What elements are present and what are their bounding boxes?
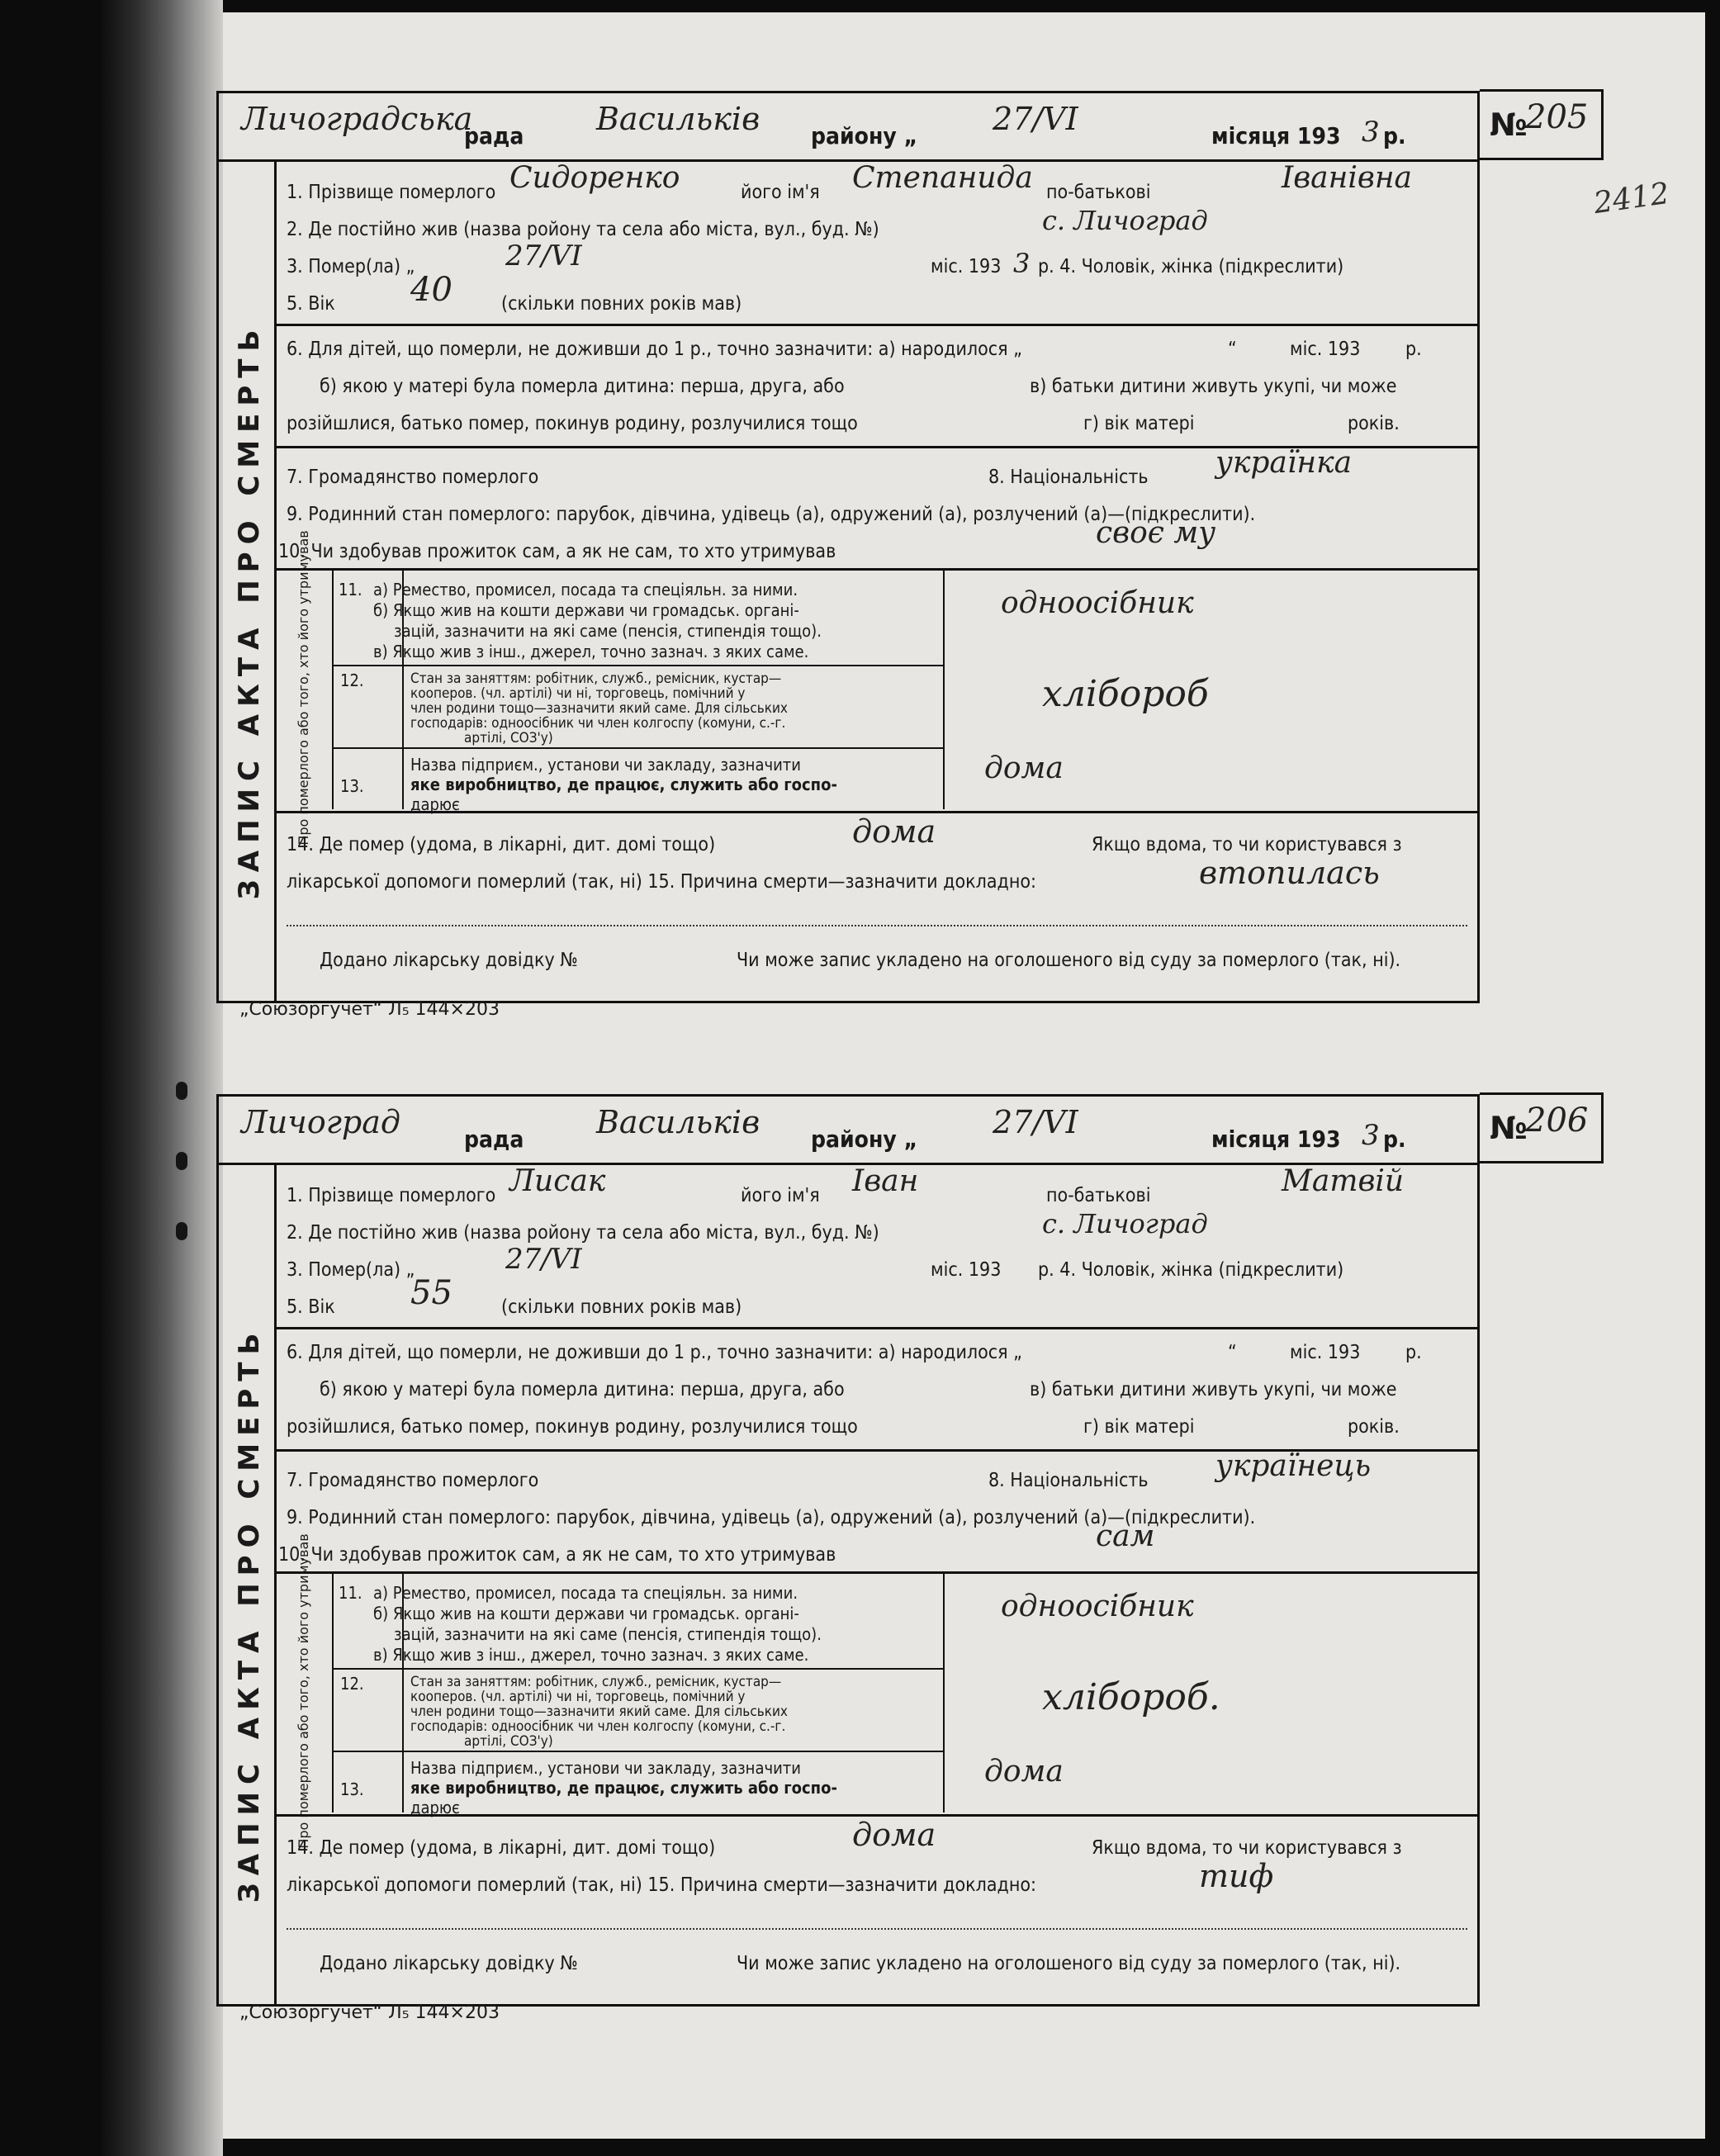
years-label: років. xyxy=(1348,413,1400,434)
district-value: Васильків xyxy=(596,1104,760,1140)
dotted-line xyxy=(287,925,1467,926)
district-value: Васильків xyxy=(596,101,760,137)
name-label: його ім'я xyxy=(741,182,820,203)
nationality-value: українець xyxy=(1215,1449,1372,1483)
citizenship-label: 7. Громадянство померлого xyxy=(287,1470,539,1491)
child-month-year-label: міс. 193 xyxy=(1290,339,1361,360)
workplace-value: дома xyxy=(984,1755,1064,1789)
death-place-label: 14. Де помер (удома, в лікарні, дит. домі тощо) xyxy=(287,1837,716,1859)
dotted-line xyxy=(287,1928,1467,1930)
subtable-hline xyxy=(332,1751,943,1752)
marital-status-label: 9. Родинний стан померлого: парубок, дівчина, удівець (а), одружений (а), розлучений (а)—(підкреслити). xyxy=(287,504,1256,525)
death-place-value: дома xyxy=(852,1817,936,1853)
q11a-text: а) Ремество, промисел, посада та спеціяльн. за ними. xyxy=(373,580,798,599)
age-label: 5. Вік xyxy=(287,1296,335,1318)
support-value: своє му xyxy=(1096,516,1216,550)
name-value: Степанида xyxy=(852,161,1033,195)
death-date-value: 27/VI xyxy=(505,239,582,272)
child-r-label: р. xyxy=(1405,1342,1422,1363)
side-note: 2412 xyxy=(1591,176,1672,221)
support-label: 10. Чи здобував прожиток сам, а як не сам, то хто утримував xyxy=(278,1544,836,1566)
patronymic-label: по-батькові xyxy=(1046,182,1151,203)
rada-label: рада xyxy=(464,1125,524,1153)
q12-text-4: господарів: одноосібник чи член колгоспу (комуни, с.-г. xyxy=(410,1718,786,1735)
cause-label: лікарської допомоги померлий (так, ні) 15. Причина смерти—зазначити докладно: xyxy=(287,871,1036,893)
patronymic-value: Іванівна xyxy=(1282,161,1412,195)
surname-value: Сидоренко xyxy=(509,161,680,195)
q12-number: 12. xyxy=(340,1674,364,1694)
year-digit-value: 3 xyxy=(1362,1119,1380,1152)
mother-age-label: г) вік матері xyxy=(1083,413,1195,434)
marital-status-label: 9. Родинний стан померлого: парубок, дівчина, удівець (а), одружений (а), розлучений (а)—(підкреслити). xyxy=(287,1507,1256,1528)
record-number-value: 205 xyxy=(1525,98,1589,136)
death-date-value: 27/VI xyxy=(505,1243,582,1276)
q11b-text: б) Якщо жив на кошти держави чи громадськ. органі- xyxy=(373,1604,799,1623)
parents-label: в) батьки дитини живуть укупі, чи може xyxy=(1030,376,1397,397)
vertical-divider xyxy=(274,1165,277,2007)
cause-label: лікарської допомоги померлий (так, ні) 15. Причина смерти—зазначити докладно: xyxy=(287,1874,1036,1896)
r-label: р. xyxy=(1383,1125,1406,1153)
raion-label: району „ xyxy=(811,122,918,149)
q13-text-1: Назва підприєм., установи чи закладу, зазначити xyxy=(410,755,801,775)
nationality-label: 8. Національність xyxy=(988,467,1149,488)
surname-label: 1. Прізвище померлого xyxy=(287,182,496,203)
q12-number: 12. xyxy=(340,670,364,690)
residence-value: с. Личоград xyxy=(1042,1208,1208,1239)
q11b-text: б) Якщо жив на кошти держави чи громадськ. органі- xyxy=(373,600,799,620)
parents-status-label: розійшлися, батько помер, покинув родину, розлучилися тощо xyxy=(287,413,858,434)
q12-text-1: Стан за заняттям: робітник, служб., ремісник, кустар— xyxy=(410,1674,782,1690)
record-number-value: 206 xyxy=(1525,1102,1589,1140)
q13-text-1: Назва підприєм., установи чи закладу, зазначити xyxy=(410,1758,801,1778)
rada-label: рада xyxy=(464,122,524,149)
patronymic-value: Матвій xyxy=(1282,1164,1405,1198)
q12-text-4: господарів: одноосібник чи член колгоспу (комуни, с.-г. xyxy=(410,715,786,732)
nationality-value: українка xyxy=(1215,446,1353,480)
q12-text-1: Стан за заняттям: робітник, служб., ремісник, кустар— xyxy=(410,670,782,687)
death-month-year-label: міс. 193 xyxy=(931,1259,1002,1281)
death-month-year-label: міс. 193 xyxy=(931,256,1002,277)
month-year-label: місяця 193 xyxy=(1211,1125,1341,1153)
years-label: років. xyxy=(1348,1416,1400,1438)
cause-value: втопилась xyxy=(1199,855,1380,891)
record-number-cell xyxy=(1480,89,1604,160)
selrada-value: Личоградська xyxy=(241,101,473,137)
surname-label: 1. Прізвище померлого xyxy=(287,1185,496,1206)
punch-hole xyxy=(176,1222,187,1240)
form-footer: „Союзоргучет“ Л₅ 144×203 xyxy=(239,999,500,1020)
q11b-text-2: зацій, зазначити на які саме (пенсія, стипендія тощо). xyxy=(394,621,822,641)
q12-text-3: член родини тощо—зазначити який саме. Для сільських xyxy=(410,1703,788,1720)
sex-label: р. 4. Чоловік, жінка (підкреслити) xyxy=(1038,256,1344,277)
vertical-title: ЗАПИС АКТА ПРО СМЕРТЬ xyxy=(233,322,266,900)
occupation-value: одноосібник xyxy=(1001,586,1194,620)
binding-shadow xyxy=(99,0,223,2156)
patronymic-label: по-батькові xyxy=(1046,1185,1151,1206)
record-header xyxy=(216,91,1480,162)
subtable-vline xyxy=(332,570,334,809)
q12-text-5: артілі, СОЗ'у) xyxy=(464,1733,553,1750)
subtable-vline xyxy=(943,1573,945,1812)
support-label: 10. Чи здобував прожиток сам, а як не сам, то хто утримував xyxy=(278,541,836,562)
vertical-divider xyxy=(274,162,277,1003)
record-header xyxy=(216,1094,1480,1165)
residence-label: 2. Де постійно жив (назва ройону та села або міста, вул., буд. №) xyxy=(287,1222,879,1244)
punch-hole xyxy=(176,1152,187,1170)
q11a-text: а) Ремество, промисел, посада та спеціяльн. за ними. xyxy=(373,1583,798,1603)
certificate-label: Додано лікарську довідку № xyxy=(320,1953,578,1974)
year-digit-value: 3 xyxy=(1362,116,1380,149)
support-value: сам xyxy=(1096,1519,1155,1553)
raion-label: району „ xyxy=(811,1125,918,1153)
section-divider xyxy=(274,324,1480,326)
form-footer: „Союзоргучет“ Л₅ 144×203 xyxy=(239,2002,500,2023)
q13-text-2: яке виробництво, де працює, служить або госпо- xyxy=(410,1778,837,1798)
certificate-label: Додано лікарську довідку № xyxy=(320,950,578,971)
name-value: Іван xyxy=(852,1164,919,1198)
q11-number: 11. xyxy=(339,580,362,599)
nationality-label: 8. Національність xyxy=(988,1470,1149,1491)
section-divider xyxy=(274,1571,1480,1574)
r-label: р. xyxy=(1383,122,1406,149)
medical-help-label: Якщо вдома, то чи користувався з xyxy=(1092,1837,1402,1859)
q11c-text: в) Якщо жив з інш., джерел, точно зазнач. з яких саме. xyxy=(373,642,809,661)
child-quote: “ xyxy=(1228,339,1237,360)
occupation-value: одноосібник xyxy=(1001,1590,1194,1623)
parents-status-label: розійшлися, батько помер, покинув родину, розлучилися тощо xyxy=(287,1416,858,1438)
header-date-value: 27/VI xyxy=(993,101,1078,137)
age-value: 55 xyxy=(410,1274,453,1312)
cause-value: тиф xyxy=(1199,1858,1274,1894)
status-value: хлібороб xyxy=(1042,673,1209,715)
number-label: № xyxy=(1490,1110,1528,1146)
residence-value: с. Личоград xyxy=(1042,205,1208,236)
header-date-value: 27/VI xyxy=(993,1104,1078,1140)
q13-number: 13. xyxy=(340,776,364,796)
record-number-cell xyxy=(1480,1092,1604,1163)
child-order-label: б) якою у матері була померла дитина: перша, друга, або xyxy=(320,376,845,397)
medical-help-label: Якщо вдома, то чи користувався з xyxy=(1092,834,1402,855)
death-place-label: 14. Де помер (удома, в лікарні, дит. домі тощо) xyxy=(287,834,716,855)
subtable-hline xyxy=(332,1668,943,1670)
court-label: Чи може запис укладено на оголошеного від суду за померлого (так, ні). xyxy=(737,950,1401,971)
surname-value: Лисак xyxy=(509,1164,606,1198)
child-month-year-label: міс. 193 xyxy=(1290,1342,1361,1363)
q12-text-5: артілі, СОЗ'у) xyxy=(464,730,553,746)
q12-text-2: кооперов. (чл. артілі) чи ні, торговець, помічний у xyxy=(410,1689,746,1705)
parents-label: в) батьки дитини живуть укупі, чи може xyxy=(1030,1379,1397,1400)
selrada-value: Личоград xyxy=(241,1104,400,1140)
age-value: 40 xyxy=(410,271,453,309)
side-subtitle: Про померлого або того, хто його утримував xyxy=(296,529,311,846)
citizenship-label: 7. Громадянство померлого xyxy=(287,467,539,488)
residence-label: 2. Де постійно жив (назва ройону та села або міста, вул., буд. №) xyxy=(287,219,879,240)
subtable-vline xyxy=(332,1573,334,1812)
q12-text-2: кооперов. (чл. артілі) чи ні, торговець, помічний у xyxy=(410,685,746,702)
section-divider xyxy=(274,568,1480,571)
q13-number: 13. xyxy=(340,1779,364,1799)
q11c-text: в) Якщо жив з інш., джерел, точно зазнач. з яких саме. xyxy=(373,1645,809,1665)
section-divider xyxy=(274,1327,1480,1329)
child-r-label: р. xyxy=(1405,339,1422,360)
child-born-label: 6. Для дітей, що померли, не доживши до 1 р., точно зазначити: а) народилося „ xyxy=(287,339,1022,360)
mother-age-label: г) вік матері xyxy=(1083,1416,1195,1438)
death-date-label: 3. Помер(ла) „ xyxy=(287,256,415,277)
subtable-vline xyxy=(943,570,945,809)
vertical-title: ЗАПИС АКТА ПРО СМЕРТЬ xyxy=(233,1325,266,1903)
court-label: Чи може запис укладено на оголошеного від суду за померлого (так, ні). xyxy=(737,1953,1401,1974)
child-quote: “ xyxy=(1228,1342,1237,1363)
number-label: № xyxy=(1490,107,1528,143)
side-subtitle: Про померлого або того, хто його утримував xyxy=(296,1533,311,1849)
subtable-hline xyxy=(332,665,943,666)
age-label: 5. Вік xyxy=(287,293,335,315)
age-note: (скільки повних років мав) xyxy=(501,1296,742,1318)
workplace-value: дома xyxy=(984,751,1064,785)
death-date-label: 3. Помер(ла) „ xyxy=(287,1259,415,1281)
q11-number: 11. xyxy=(339,1583,362,1603)
q12-text-3: член родини тощо—зазначити який саме. Для сільських xyxy=(410,700,788,717)
status-value: хлібороб. xyxy=(1042,1676,1220,1718)
q13-text-2: яке виробництво, де працює, служить або госпо- xyxy=(410,775,837,794)
name-label: його ім'я xyxy=(741,1185,820,1206)
death-year-digit: 3 xyxy=(1013,248,1031,279)
month-year-label: місяця 193 xyxy=(1211,122,1341,149)
sex-label: р. 4. Чоловік, жінка (підкреслити) xyxy=(1038,1259,1344,1281)
age-note: (скільки повних років мав) xyxy=(501,293,742,315)
death-place-value: дома xyxy=(852,813,936,850)
child-born-label: 6. Для дітей, що померли, не доживши до 1 р., точно зазначити: а) народилося „ xyxy=(287,1342,1022,1363)
child-order-label: б) якою у матері була померла дитина: перша, друга, або xyxy=(320,1379,845,1400)
q11b-text-2: зацій, зазначити на які саме (пенсія, стипендія тощо). xyxy=(394,1624,822,1644)
q13-text-3: дарює xyxy=(410,1798,460,1817)
subtable-hline xyxy=(332,747,943,749)
q13-text-3: дарює xyxy=(410,794,460,814)
punch-hole xyxy=(176,1082,187,1100)
